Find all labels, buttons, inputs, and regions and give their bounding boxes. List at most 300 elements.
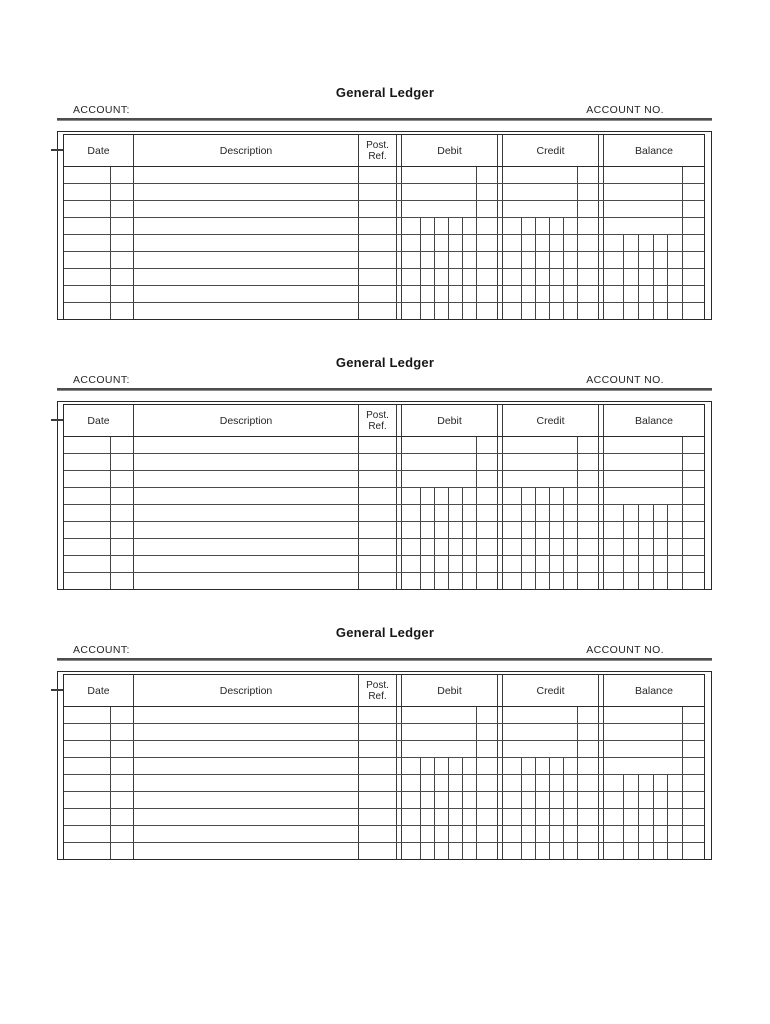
digit-grid-line — [448, 235, 449, 251]
cents-divider-line — [476, 167, 477, 183]
debit-cell — [401, 758, 498, 774]
ledger-table-grid — [63, 134, 705, 319]
digit-grid-line — [623, 826, 624, 842]
digit-grid-line — [462, 775, 463, 791]
digit-grid-line — [682, 505, 683, 521]
date-split-line — [110, 218, 111, 234]
header-cell-balance — [603, 675, 704, 706]
digit-grid-line — [638, 843, 639, 859]
table-row — [64, 843, 704, 859]
digit-grid-line — [667, 539, 668, 555]
cents-divider-line — [476, 707, 477, 723]
header-cell-date — [64, 405, 134, 436]
ledger-section — [0, 85, 770, 355]
table-row — [64, 201, 704, 218]
digit-grid-line — [577, 826, 578, 842]
debit-cell — [401, 201, 498, 217]
digit-grid-line — [476, 522, 477, 538]
digit-grid-line — [623, 775, 624, 791]
digit-grid-line — [434, 218, 435, 234]
credit-cell — [502, 792, 599, 808]
digit-grid-line — [549, 573, 550, 589]
digit-grid-line — [434, 252, 435, 268]
post-ref-cell — [359, 758, 397, 774]
header-cell-description — [134, 405, 359, 436]
digit-grid-line — [434, 269, 435, 285]
digit-grid-line — [535, 235, 536, 251]
digit-grid-line — [623, 505, 624, 521]
header-label-description: Description — [219, 144, 273, 157]
digit-grid-line — [521, 809, 522, 825]
description-cell — [134, 437, 359, 453]
debit-cell — [401, 843, 498, 859]
digit-grid-line — [667, 809, 668, 825]
header-label-post: Post. — [366, 409, 389, 421]
table-header-row — [64, 405, 704, 437]
digit-grid-line — [476, 505, 477, 521]
header-label-date: Date — [87, 684, 110, 697]
description-cell — [134, 167, 359, 183]
digit-grid-line — [563, 218, 564, 234]
digit-grid-line — [448, 252, 449, 268]
table-row — [64, 539, 704, 556]
digit-grid-line — [653, 539, 654, 555]
debit-cell — [401, 556, 498, 572]
balance-cell — [603, 707, 704, 723]
date-cell — [64, 775, 134, 791]
table-row — [64, 505, 704, 522]
digit-grid-line — [434, 758, 435, 774]
header-cell-post-ref — [359, 675, 397, 706]
credit-cell — [502, 252, 599, 268]
header-label-debit: Debit — [437, 684, 462, 697]
date-cell — [64, 471, 134, 487]
date-split-line — [110, 201, 111, 217]
digit-grid-line — [638, 539, 639, 555]
account-label: ACCOUNT: — [73, 374, 130, 386]
digit-grid-line — [476, 252, 477, 268]
debit-cell — [401, 454, 498, 470]
table-row — [64, 724, 704, 741]
description-cell — [134, 556, 359, 572]
description-cell — [134, 488, 359, 504]
cents-divider-line — [682, 437, 683, 453]
debit-cell — [401, 775, 498, 791]
digit-grid-line — [682, 539, 683, 555]
account-underline-rule — [57, 118, 712, 121]
table-header-row — [64, 675, 704, 707]
header-cell-debit — [401, 405, 498, 436]
digit-grid-line — [577, 488, 578, 504]
digit-grid-line — [577, 218, 578, 234]
table-row — [64, 184, 704, 201]
digit-grid-line — [535, 522, 536, 538]
header-cell-debit — [401, 135, 498, 166]
digit-grid-line — [563, 303, 564, 319]
table-row — [64, 809, 704, 826]
debit-cell — [401, 573, 498, 589]
digit-grid-line — [476, 843, 477, 859]
cents-divider-line — [577, 724, 578, 740]
digit-grid-line — [462, 488, 463, 504]
credit-cell — [502, 843, 599, 859]
digit-grid-line — [638, 286, 639, 302]
description-cell — [134, 809, 359, 825]
left-tick-mark — [51, 689, 63, 691]
digit-grid-line — [521, 775, 522, 791]
date-cell — [64, 218, 134, 234]
digit-grid-line — [434, 522, 435, 538]
digit-grid-line — [521, 252, 522, 268]
digit-grid-line — [653, 286, 654, 302]
table-header-row — [64, 135, 704, 167]
post-ref-cell — [359, 437, 397, 453]
digit-grid-line — [521, 303, 522, 319]
header-cell-credit — [502, 135, 599, 166]
cents-divider-line — [476, 471, 477, 487]
digit-grid-line — [448, 573, 449, 589]
digit-grid-line — [476, 303, 477, 319]
table-row — [64, 707, 704, 724]
digit-grid-line — [521, 488, 522, 504]
header-label-balance: Balance — [635, 144, 673, 157]
account-row — [57, 104, 712, 116]
digit-grid-line — [549, 252, 550, 268]
table-row — [64, 488, 704, 505]
digit-grid-line — [623, 252, 624, 268]
digit-grid-line — [682, 303, 683, 319]
digit-grid-line — [563, 556, 564, 572]
digit-grid-line — [476, 286, 477, 302]
digit-grid-line — [623, 843, 624, 859]
date-split-line — [110, 184, 111, 200]
debit-cell — [401, 539, 498, 555]
digit-grid-line — [682, 573, 683, 589]
digit-grid-line — [448, 539, 449, 555]
cents-divider-line — [577, 707, 578, 723]
digit-grid-line — [420, 522, 421, 538]
date-cell — [64, 724, 134, 740]
balance-cell — [603, 235, 704, 251]
digit-grid-line — [420, 809, 421, 825]
digit-grid-line — [653, 303, 654, 319]
digit-grid-line — [462, 522, 463, 538]
date-split-line — [110, 792, 111, 808]
digit-grid-line — [653, 573, 654, 589]
date-cell — [64, 809, 134, 825]
digit-grid-line — [638, 235, 639, 251]
balance-cell — [603, 167, 704, 183]
post-ref-cell — [359, 775, 397, 791]
digit-grid-line — [549, 522, 550, 538]
digit-grid-line — [462, 826, 463, 842]
digit-grid-line — [521, 573, 522, 589]
date-cell — [64, 303, 134, 319]
digit-grid-line — [667, 235, 668, 251]
digit-grid-line — [434, 775, 435, 791]
digit-grid-line — [420, 252, 421, 268]
header-cell-balance — [603, 405, 704, 436]
debit-cell — [401, 724, 498, 740]
cents-divider-line — [577, 167, 578, 183]
credit-cell — [502, 303, 599, 319]
header-cell-date — [64, 135, 134, 166]
cents-divider-line — [682, 724, 683, 740]
header-label-description: Description — [219, 684, 273, 697]
ledger-section — [0, 625, 770, 895]
credit-cell — [502, 437, 599, 453]
digit-grid-line — [563, 252, 564, 268]
digit-grid-line — [462, 286, 463, 302]
cents-divider-line — [682, 488, 683, 504]
digit-grid-line — [623, 539, 624, 555]
digit-grid-line — [667, 252, 668, 268]
table-row — [64, 758, 704, 775]
digit-grid-line — [476, 792, 477, 808]
digit-grid-line — [682, 775, 683, 791]
digit-grid-line — [577, 758, 578, 774]
digit-grid-line — [653, 269, 654, 285]
description-cell — [134, 184, 359, 200]
digit-grid-line — [420, 505, 421, 521]
post-ref-cell — [359, 235, 397, 251]
date-split-line — [110, 437, 111, 453]
balance-cell — [603, 454, 704, 470]
digit-grid-line — [476, 775, 477, 791]
date-cell — [64, 573, 134, 589]
balance-cell — [603, 556, 704, 572]
digit-grid-line — [638, 573, 639, 589]
digit-grid-line — [434, 286, 435, 302]
digit-grid-line — [462, 252, 463, 268]
digit-grid-line — [667, 286, 668, 302]
digit-grid-line — [434, 573, 435, 589]
ledger-table — [57, 671, 712, 860]
header-cell-debit — [401, 675, 498, 706]
digit-grid-line — [682, 843, 683, 859]
date-split-line — [110, 252, 111, 268]
digit-grid-line — [462, 758, 463, 774]
ledger-table-grid — [63, 674, 705, 859]
credit-cell — [502, 471, 599, 487]
balance-cell — [603, 775, 704, 791]
date-cell — [64, 184, 134, 200]
table-row — [64, 286, 704, 303]
digit-grid-line — [448, 505, 449, 521]
digit-grid-line — [623, 792, 624, 808]
post-ref-cell — [359, 269, 397, 285]
digit-grid-line — [476, 573, 477, 589]
debit-cell — [401, 167, 498, 183]
digit-grid-line — [577, 792, 578, 808]
digit-grid-line — [623, 522, 624, 538]
digit-grid-line — [434, 303, 435, 319]
digit-grid-line — [535, 775, 536, 791]
header-cell-post-ref — [359, 405, 397, 436]
balance-cell — [603, 792, 704, 808]
digit-grid-line — [667, 269, 668, 285]
digit-grid-line — [521, 269, 522, 285]
credit-cell — [502, 235, 599, 251]
digit-grid-line — [653, 235, 654, 251]
digit-grid-line — [623, 556, 624, 572]
header-label-credit: Credit — [536, 414, 565, 427]
date-split-line — [110, 235, 111, 251]
credit-cell — [502, 573, 599, 589]
account-no-label: ACCOUNT NO. — [586, 374, 664, 386]
digit-grid-line — [577, 252, 578, 268]
date-split-line — [110, 826, 111, 842]
post-ref-cell — [359, 303, 397, 319]
digit-grid-line — [420, 826, 421, 842]
digit-grid-line — [420, 758, 421, 774]
digit-grid-line — [521, 505, 522, 521]
digit-grid-line — [638, 303, 639, 319]
ledger-title: General Ledger — [335, 355, 435, 370]
account-label: ACCOUNT: — [73, 644, 130, 656]
account-row — [57, 644, 712, 656]
cents-divider-line — [682, 201, 683, 217]
digit-grid-line — [653, 505, 654, 521]
ledger-table-grid — [63, 404, 705, 589]
digit-grid-line — [448, 809, 449, 825]
digit-grid-line — [476, 758, 477, 774]
digit-grid-line — [476, 809, 477, 825]
date-split-line — [110, 167, 111, 183]
header-label-description: Description — [219, 414, 273, 427]
table-row — [64, 252, 704, 269]
date-cell — [64, 269, 134, 285]
digit-grid-line — [549, 218, 550, 234]
date-split-line — [110, 303, 111, 319]
digit-grid-line — [682, 286, 683, 302]
digit-grid-line — [521, 218, 522, 234]
digit-grid-line — [682, 809, 683, 825]
left-tick-mark — [51, 149, 63, 151]
credit-cell — [502, 522, 599, 538]
digit-grid-line — [521, 826, 522, 842]
credit-cell — [502, 775, 599, 791]
balance-cell — [603, 488, 704, 504]
balance-cell — [603, 724, 704, 740]
digit-grid-line — [549, 809, 550, 825]
digit-grid-line — [563, 522, 564, 538]
cents-divider-line — [682, 218, 683, 234]
post-ref-cell — [359, 556, 397, 572]
digit-grid-line — [563, 573, 564, 589]
date-split-line — [110, 724, 111, 740]
description-cell — [134, 843, 359, 859]
date-split-line — [110, 758, 111, 774]
digit-grid-line — [420, 775, 421, 791]
credit-cell — [502, 826, 599, 842]
digit-grid-line — [448, 522, 449, 538]
date-split-line — [110, 775, 111, 791]
header-label-date: Date — [87, 144, 110, 157]
digit-grid-line — [682, 522, 683, 538]
credit-cell — [502, 809, 599, 825]
digit-grid-line — [462, 269, 463, 285]
digit-grid-line — [521, 522, 522, 538]
cents-divider-line — [577, 454, 578, 470]
balance-cell — [603, 437, 704, 453]
cents-divider-line — [682, 707, 683, 723]
balance-cell — [603, 184, 704, 200]
table-row — [64, 573, 704, 589]
credit-cell — [502, 707, 599, 723]
post-ref-cell — [359, 539, 397, 555]
description-cell — [134, 573, 359, 589]
digit-grid-line — [549, 556, 550, 572]
digit-grid-line — [577, 809, 578, 825]
credit-cell — [502, 741, 599, 757]
digit-grid-line — [434, 505, 435, 521]
digit-grid-line — [563, 775, 564, 791]
date-cell — [64, 235, 134, 251]
digit-grid-line — [638, 826, 639, 842]
date-cell — [64, 522, 134, 538]
digit-grid-line — [462, 218, 463, 234]
cents-divider-line — [682, 741, 683, 757]
header-cell-description — [134, 135, 359, 166]
digit-grid-line — [462, 303, 463, 319]
date-split-line — [110, 707, 111, 723]
digit-grid-line — [682, 792, 683, 808]
date-split-line — [110, 809, 111, 825]
digit-grid-line — [563, 809, 564, 825]
date-cell — [64, 201, 134, 217]
ledger-section — [0, 355, 770, 625]
cents-divider-line — [476, 184, 477, 200]
description-cell — [134, 539, 359, 555]
digit-grid-line — [476, 556, 477, 572]
post-ref-cell — [359, 488, 397, 504]
debit-cell — [401, 269, 498, 285]
date-split-line — [110, 286, 111, 302]
balance-cell — [603, 218, 704, 234]
digit-grid-line — [535, 286, 536, 302]
digit-grid-line — [549, 505, 550, 521]
credit-cell — [502, 167, 599, 183]
digit-grid-line — [549, 269, 550, 285]
digit-grid-line — [448, 269, 449, 285]
header-cell-credit — [502, 675, 599, 706]
digit-grid-line — [521, 286, 522, 302]
description-cell — [134, 741, 359, 757]
digit-grid-line — [462, 843, 463, 859]
description-cell — [134, 286, 359, 302]
debit-cell — [401, 471, 498, 487]
date-cell — [64, 437, 134, 453]
digit-grid-line — [448, 218, 449, 234]
cents-divider-line — [577, 471, 578, 487]
balance-cell — [603, 843, 704, 859]
post-ref-cell — [359, 809, 397, 825]
post-ref-cell — [359, 707, 397, 723]
digit-grid-line — [420, 269, 421, 285]
digit-grid-line — [638, 269, 639, 285]
digit-grid-line — [476, 235, 477, 251]
digit-grid-line — [549, 826, 550, 842]
header-label-ref: Ref. — [368, 150, 387, 162]
digit-grid-line — [476, 269, 477, 285]
header-label-post: Post. — [366, 679, 389, 691]
digit-grid-line — [535, 826, 536, 842]
digit-grid-line — [563, 488, 564, 504]
header-label-post: Post. — [366, 139, 389, 151]
date-cell — [64, 505, 134, 521]
date-cell — [64, 741, 134, 757]
